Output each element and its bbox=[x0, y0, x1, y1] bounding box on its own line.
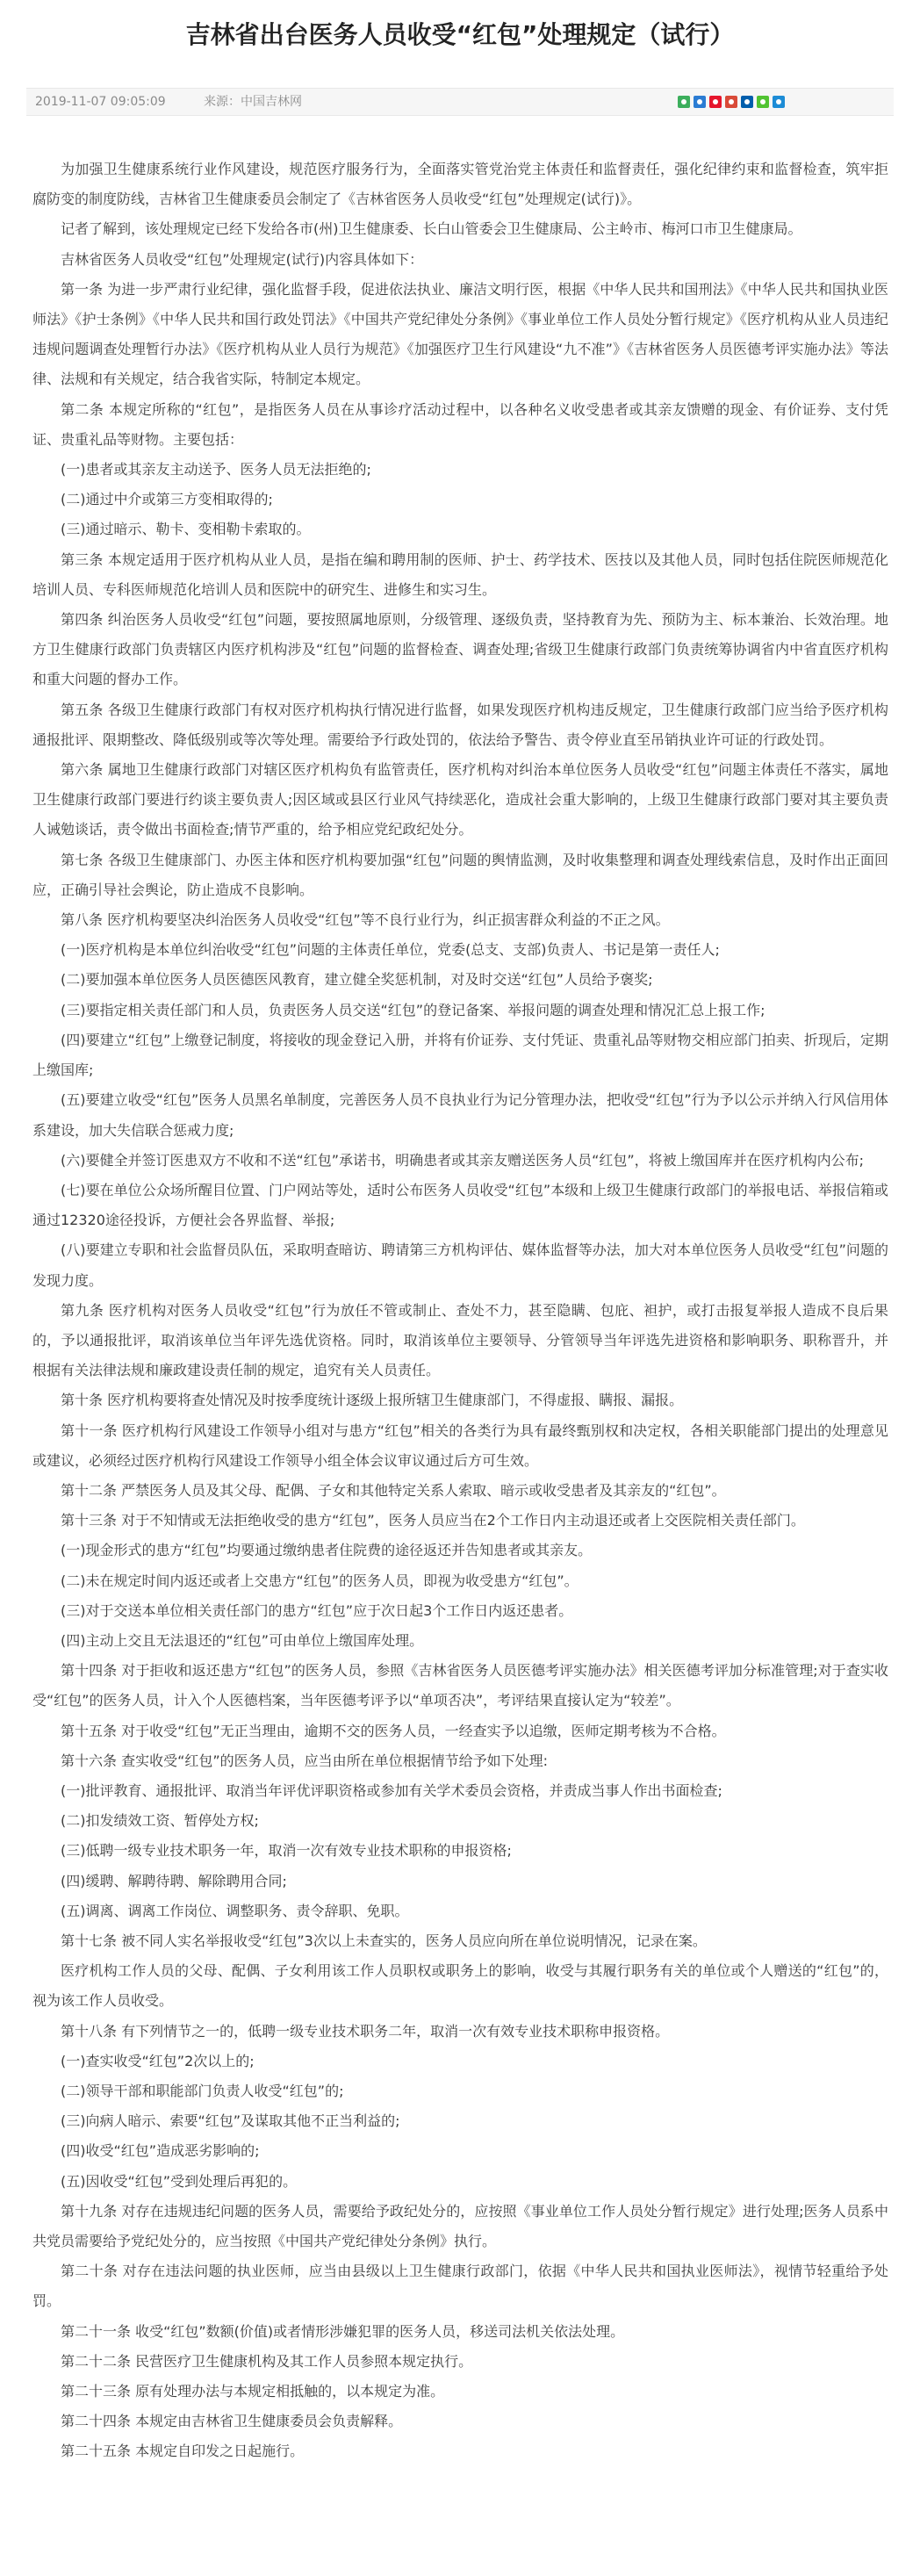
clause-sub-item: (三)要指定相关责任部门和人员，负责医务人员交送“红包”的登记备案、举报问题的调查处理和情况汇总上报工作; bbox=[61, 1001, 765, 1018]
clause-sub-item: (二)通过中介或第三方变相取得的; bbox=[61, 491, 273, 508]
clause-paragraph: 第五条 各级卫生健康行政部门有权对医疗机构执行情况进行监督，如果发现医疗机构违反规定，卫生健康行政部门应当给予医疗机构通报批评、限期整改、降低级别或等次等处理。需要给予行政处罚的，依法给予警告、责令停业直至吊销执业许可证的行政处罚。 bbox=[32, 701, 888, 748]
clause-paragraph: 第七条 各级卫生健康部门、办医主体和医疗机构要加强“红包”问题的舆情监测，及时收集整理和调查处理线索信息，及时作出正面回应，正确引导社会舆论，防止造成不良影响。 bbox=[32, 851, 888, 898]
clause-paragraph: 第九条 医疗机构对医务人员收受“红包”行为放任不管或制止、查处不力，甚至隐瞒、包庇、袒护，或打击报复举报人造成不良后果的，予以通报批评，取消该单位当年评先选优资格。同时，取消该单位主要领导、分管领导当年评选先进资格和影响职务、职称晋升，并根据有关法律法规和廉政建设责任制的规定，追究有关人员责任。 bbox=[32, 1301, 888, 1379]
clause-paragraph: 第十五条 对于收受“红包”无正当理由，逾期不交的医务人员，一经查实予以追缴，医师定期考核为不合格。 bbox=[61, 1722, 726, 1739]
clause-sub-item: (四)收受“红包”造成恶劣影响的; bbox=[61, 2142, 260, 2160]
clause-paragraph: 第十二条 严禁医务人员及其父母、配偶、子女和其他特定关系人索取、暗示或收受患者及其亲友的“红包”。 bbox=[61, 1481, 726, 1499]
clause-sub-item: (二)领导干部和职能部门负责人收受“红包”的; bbox=[61, 2083, 344, 2099]
article-paragraph: 医疗机构工作人员的父母、配偶、子女利用该工作人员职权或职务上的影响，收受与其履行职务有关的单位或个人赠送的“红包”的，视为该工作人员收受。 bbox=[32, 1962, 888, 2010]
clause-sub-item: (五)因收受“红包”受到处理后再犯的。 bbox=[61, 2172, 298, 2190]
clause-paragraph: 第二十条 对存在违法问题的执业医师，应当由县级以上卫生健康行政部门，依据《中华人民共和国执业医师法》，视情节轻重给予处罚。 bbox=[32, 2263, 888, 2310]
clause-paragraph: 第十七条 被不同人实名举报收受“红包”3次以上未查实的，医务人员应向所在单位说明情况，记录在案。 bbox=[61, 1932, 707, 1949]
clause-paragraph: 第十三条 对于不知情或无法拒绝收受的患方“红包”，医务人员应当在2个工作日内主动退还或者上交医院相关责任部门。 bbox=[61, 1512, 805, 1529]
more-share-icon[interactable] bbox=[773, 96, 785, 108]
clause-sub-item: (四)缓聘、解聘待聘、解除聘用合同; bbox=[61, 1872, 287, 1889]
clause-paragraph: 第一条 为进一步严肃行业纪律，强化监督手段，促进依法执业、廉洁文明行医，根据《中华人民共和国刑法》《中华人民共和国执业医师法》《护士条例》《中华人民共和国行政处罚法》《中国共产党纪律处分条例》《事业单位工作人员处分暂行规定》《医疗机构从业人员违纪违规问题调查处理暂行办法》《医疗机构从业人员行为规范》《加强医疗卫生行风建设“九不准”》《吉林省医务人员医德考评实施办法》等法律、法规和有关规定，结合我省实际，特制定本规定。 bbox=[32, 280, 888, 388]
clause-paragraph: 第六条 属地卫生健康行政部门对辖区医疗机构负有监管责任，医疗机构对纠治本单位医务人员收受“红包”问题主体责任不落实，属地卫生健康行政部门要进行约谈主要负责人;因区域或县区行业风气持续恶化，造成社会重大影响的，上级卫生健康行政部门要对其主要负责人诫勉谈话，责令做出书面检查;情节严重的，给予相应党纪政纪处分。 bbox=[32, 761, 888, 838]
clause-sub-item: (三)对于交送本单位相关责任部门的患方“红包”应于次日起3个工作日内返还患者。 bbox=[61, 1601, 573, 1619]
clause-sub-item: (一)现金形式的患方“红包”均要通过缴纳患者住院费的途径返还并告知患者或其亲友。 bbox=[61, 1542, 593, 1559]
publish-datetime: 2019-11-07 09:05:09 bbox=[35, 95, 166, 109]
clause-paragraph: 第二十三条 原有处理办法与本规定相抵触的，以本规定为准。 bbox=[61, 2383, 445, 2400]
clause-sub-item: (五)要建立收受“红包”医务人员黑名单制度，完善医务人员不良执业行为记分管理办法，把收受“红包”行为予以公示并纳入行风信用体系建设，加大失信联合惩戒力度; bbox=[32, 1091, 888, 1139]
article-paragraph: 为加强卫生健康系统行业作风建设，规范医疗服务行为，全面落实管党治党主体责任和监督责任，强化纪律约束和监督检查，筑牢拒腐防变的制度防线，吉林省卫生健康委员会制定了《吉林省医务人员收受“红包”处理规定(试行)》。 bbox=[32, 161, 888, 208]
clause-sub-item: (三)低聘一级专业技术职务一年，取消一次有效专业技术职称的申报资格; bbox=[61, 1842, 512, 1860]
clause-sub-item: (四)要建立“红包”上缴登记制度，将接收的现金登记入册，并将有价证券、支付凭证、贵重礼品等财物交相应部门拍卖、折现后，定期上缴国库; bbox=[32, 1031, 888, 1079]
clause-paragraph: 第十四条 对于拒收和返还患方“红包”的医务人员，参照《吉林省医务人员医德考评实施办法》相关医德考评加分标准管理;对于查实收受“红包”的医务人员，计入个人医德档案，当年医德考评予以“单项否决”，考评结果直接认定为“较差”。 bbox=[32, 1662, 888, 1709]
clause-sub-item: (五)调离、调离工作岗位、调整职务、责令辞职、免职。 bbox=[61, 1902, 409, 1919]
clause-sub-item: (二)未在规定时间内返还或者上交患方“红包”的医务人员，即视为收受患方“红包”。 bbox=[61, 1572, 579, 1589]
qzone-share-icon[interactable] bbox=[678, 96, 690, 108]
clause-sub-item: (一)医疗机构是本单位纠治收受“红包”问题的主体责任单位，党委(总支、支部)负责人、书记是第一责任人; bbox=[61, 941, 720, 959]
article-source: 来源：中国吉林网 bbox=[204, 95, 302, 109]
clause-sub-item: (三)向病人暗示、索要“红包”及谋取其他不正当利益的; bbox=[61, 2112, 400, 2130]
article-meta-bar bbox=[26, 88, 894, 116]
clause-paragraph: 第十条 医疗机构要将查处情况及时按季度统计逐级上报所辖卫生健康部门，不得虚报、瞒报、漏报。 bbox=[61, 1392, 684, 1409]
clause-sub-item: (三)通过暗示、勒卡、变相勒卡索取的。 bbox=[61, 521, 311, 538]
sina-weibo-share-icon[interactable] bbox=[709, 96, 722, 108]
clause-paragraph: 第十一条 医疗机构行风建设工作领导小组对与患方“红包”相关的各类行为具有最终甄别权和决定权，各相关职能部门提出的处理意见或建议，必须经过医疗机构行风建设工作领导小组全体会议审议通过后方可生效。 bbox=[32, 1421, 888, 1469]
clause-sub-item: (八)要建立专职和社会监督员队伍，采取明查暗访、聘请第三方机构评估、媒体监督等办法，加大对本单位医务人员收受“红包”问题的发现力度。 bbox=[32, 1241, 888, 1289]
clause-sub-item: (七)要在单位公众场所醒目位置、门户网站等处，适时公布医务人员收受“红包”本级和上级卫生健康行政部门的举报电话、举报信箱或通过12320途径投诉，方便社会各界监督、举报; bbox=[32, 1181, 888, 1229]
clause-paragraph: 第十九条 对存在违规违纪问题的医务人员，需要给予政纪处分的，应按照《事业单位工作人员处分暂行规定》进行处理;医务人员系中共党员需要给予党纪处分的，应当按照《中国共产党纪律处分条例》执行。 bbox=[32, 2202, 888, 2250]
clause-paragraph: 第四条 纠治医务人员收受“红包”问题，要按照属地原则，分级管理、逐级负责，坚持教育为先、预防为主、标本兼治、长效治理。地方卫生健康行政部门负责辖区内医疗机构涉及“红包”问题的监督检查、调查处理;省级卫生健康行政部门负责统筹协调省内中省直医疗机构和重大问题的督办工作。 bbox=[32, 611, 888, 688]
tencent-weibo-share-icon[interactable] bbox=[694, 96, 706, 108]
article-paragraph: 记者了解到，该处理规定已经下发给各市(州)卫生健康委、长白山管委会卫生健康局、公主岭市、梅河口市卫生健康局。 bbox=[61, 220, 802, 238]
clause-sub-item: (一)批评教育、通报批评、取消当年评优评职资格或参加有关学术委员会资格，并责成当事人作出书面检查; bbox=[61, 1781, 722, 1799]
share-toolbar bbox=[678, 96, 785, 108]
clause-paragraph: 第三条 本规定适用于医疗机构从业人员，是指在编和聘用制的医师、护士、药学技术、医技以及其他人员，同时包括住院医师规范化培训人员、专科医师规范化培训人员和医院中的研究生、进修生和实习生。 bbox=[32, 550, 888, 598]
renren-share-icon[interactable] bbox=[741, 96, 753, 108]
clause-sub-item: (六)要健全并签订医患双方不收和不送“红包”承诺书，明确患者或其亲友赠送医务人员“红包”，将被上缴国库并在医疗机构内公布; bbox=[61, 1151, 865, 1169]
clause-sub-item: (二)扣发绩效工资、暂停处方权; bbox=[61, 1812, 259, 1830]
clause-paragraph: 第二十二条 民营医疗卫生健康机构及其工作人员参照本规定执行。 bbox=[61, 2352, 473, 2370]
clause-paragraph: 第八条 医疗机构要坚决纠治医务人员收受“红包”等不良行业行为，纠正损害群众利益的不正之风。 bbox=[61, 911, 670, 929]
page-title: 吉林省出台医务人员收受“红包”处理规定（试行） bbox=[185, 20, 735, 49]
wechat-share-icon[interactable] bbox=[757, 96, 769, 108]
clause-paragraph: 第二十五条 本规定自印发之日起施行。 bbox=[61, 2443, 305, 2460]
article-body bbox=[32, 155, 888, 2467]
clause-sub-item: (二)要加强本单位医务人员医德医风教育，建立健全奖惩机制，对及时交送“红包”人员给予褒奖; bbox=[61, 971, 653, 989]
clause-paragraph: 第十八条 有下列情节之一的，低聘一级专业技术职务二年，取消一次有效专业技术职称申报资格。 bbox=[61, 2022, 670, 2040]
clause-paragraph: 第十六条 查实收受“红包”的医务人员，应当由所在单位根据情节给予如下处理: bbox=[61, 1752, 549, 1769]
kaixin-share-icon[interactable] bbox=[725, 96, 737, 108]
clause-paragraph: 第二十一条 收受“红包”数额(价值)或者情形涉嫌犯罪的医务人员，移送司法机关依法处理。 bbox=[61, 2322, 625, 2340]
clause-sub-item: (一)查实收受“红包”2次以上的; bbox=[61, 2052, 255, 2069]
clause-paragraph: 第二十四条 本规定由吉林省卫生健康委员会负责解释。 bbox=[61, 2413, 403, 2430]
clause-paragraph: 第二条 本规定所称的“红包”，是指医务人员在从事诊疗活动过程中，以各种名义收受患者或其亲友馈赠的现金、有价证券、支付凭证、贵重礼品等财物。主要包括： bbox=[32, 400, 888, 448]
clause-sub-item: (一)患者或其亲友主动送予、医务人员无法拒绝的; bbox=[61, 461, 371, 479]
clause-sub-item: (四)主动上交且无法退还的“红包”可由单位上缴国库处理。 bbox=[61, 1631, 424, 1649]
article-paragraph: 吉林省医务人员收受“红包”处理规定(试行)内容具体如下： bbox=[61, 250, 424, 268]
